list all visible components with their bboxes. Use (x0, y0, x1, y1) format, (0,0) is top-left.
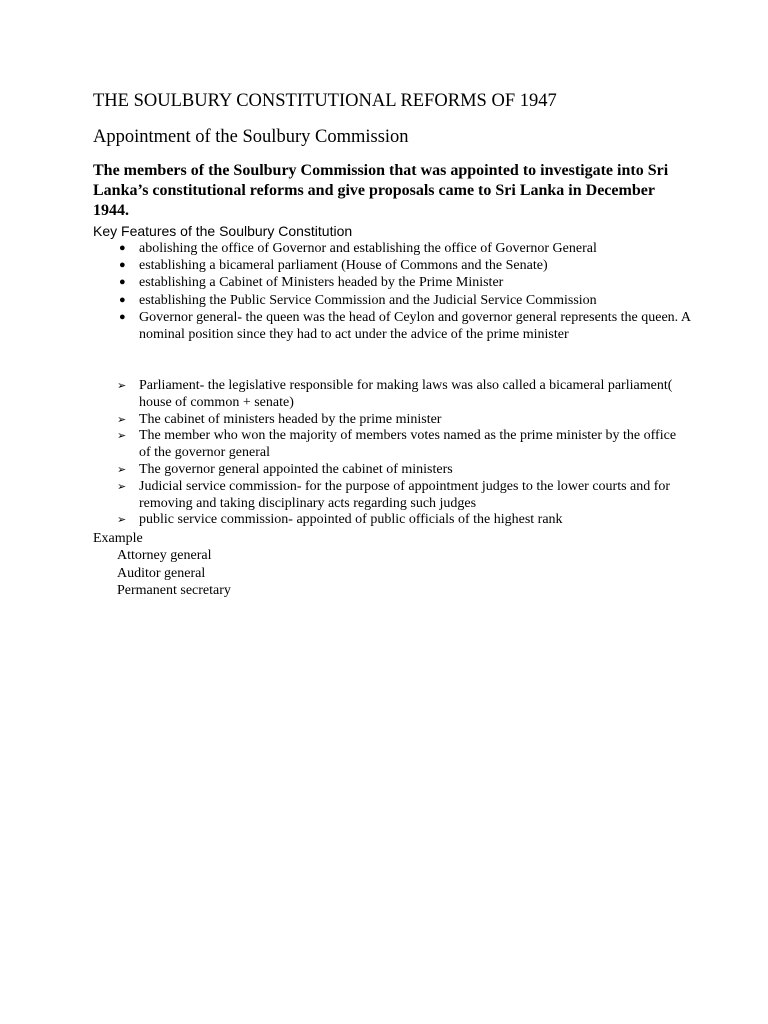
intro-paragraph: The members of the Soulbury Commission that was appointed to investigate into Sri Lanka’s constitutional reforms and give proposals came to Sri Lanka in December 1944. (93, 162, 669, 219)
list-item-text: The cabinet of ministers headed by the prime minister (139, 411, 442, 427)
arrow-bullet-icon: ➢ (117, 462, 127, 476)
list-item-text: The member who won the majority of members votes named as the prime minister by the office of the governor general (139, 428, 677, 461)
list-item (0, 412, 680, 429)
list-item: Attorney general (117, 548, 212, 563)
list-item (0, 462, 680, 479)
section-heading: Appointment of the Soulbury Commission (93, 127, 409, 147)
list-item-text: establishing the Public Service Commission and the Judicial Service Commission (139, 292, 597, 308)
examples-list (117, 547, 231, 600)
list-item-text: Governor general- the queen was the head of Ceylon and governor general represents the queen. A nominal position since they had to act under the advice of the prime minister (139, 309, 691, 343)
list-item (0, 292, 700, 309)
list-item-text: establishing a bicameral parliament (House of Commons and the Senate) (139, 258, 548, 274)
list-item-text: establishing a Cabinet of Ministers headed by the Prime Minister (139, 275, 504, 291)
key-features-heading: Key Features of the Soulbury Constitution (93, 223, 353, 239)
document-title: THE SOULBURY CONSTITUTIONAL REFORMS OF 1947 (93, 91, 557, 111)
bullet-icon: ● (119, 276, 126, 289)
bullet-icon: ● (119, 259, 126, 272)
list-item (0, 257, 700, 274)
bullet-icon: ● (119, 242, 126, 254)
arrow-bullet-icon: ➢ (117, 412, 127, 426)
list-item (0, 378, 680, 412)
list-item (0, 309, 700, 343)
list-item (0, 274, 700, 291)
list-item-text: The governor general appointed the cabinet of ministers (139, 461, 453, 477)
details-list (0, 378, 680, 529)
bullet-icon: ● (119, 293, 126, 306)
list-item (0, 428, 680, 462)
arrow-bullet-icon: ➢ (117, 379, 127, 392)
example-label: Example (93, 531, 143, 546)
bullet-icon: ● (119, 310, 126, 323)
arrow-bullet-icon: ➢ (117, 479, 127, 493)
list-item-text: abolishing the office of Governor and establishing the office of Governor General (139, 241, 597, 256)
arrow-bullet-icon: ➢ (117, 429, 127, 443)
arrow-bullet-icon: ➢ (117, 513, 127, 527)
list-item-text: Parliament- the legislative responsible for making laws was also called a bicameral parliament( house of common + senate) (139, 378, 673, 410)
list-item-text: public service commission- appointed of public officials of the highest rank (139, 512, 563, 528)
list-item-text: Judicial service commission- for the purpose of appointment judges to the lower courts and for removing and taking disciplinary acts regarding such judges (139, 478, 671, 511)
list-item: Permanent secretary (117, 583, 231, 598)
list-item (0, 512, 680, 529)
list-item (0, 479, 680, 513)
list-item (0, 240, 700, 257)
list-item: Auditor general (117, 565, 206, 581)
features-list (0, 240, 700, 343)
